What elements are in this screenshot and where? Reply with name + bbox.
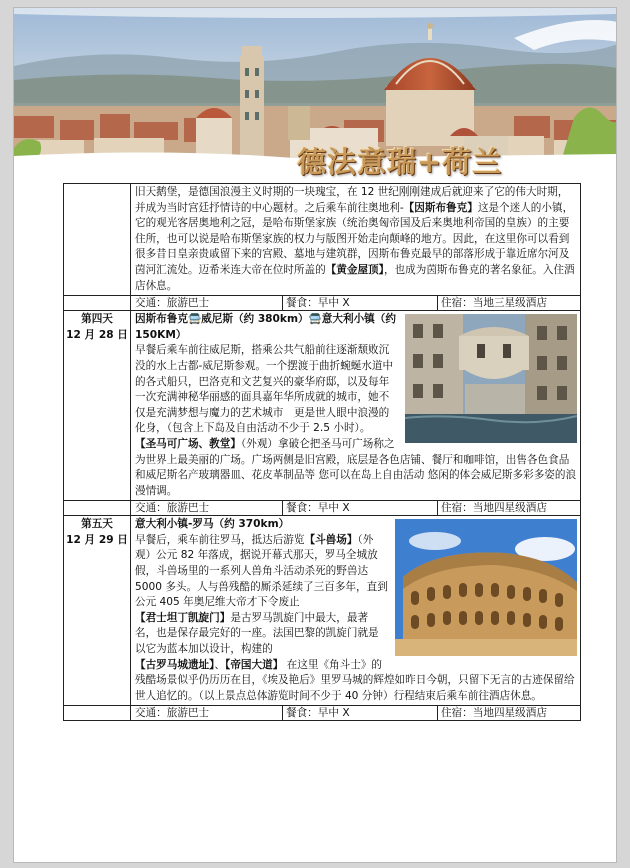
highlight-text: 【黄金屋顶】 xyxy=(325,263,384,276)
transport-info: 交通：旅游巴士 xyxy=(135,297,210,310)
hotel-info: 住宿：当地三星级酒店 xyxy=(437,296,577,310)
hotel-info: 住宿：当地四星级酒店 xyxy=(437,706,577,720)
paragraph xyxy=(135,437,577,499)
body-text: ，也成为茵斯布鲁克的著名象征。入住酒店休息。 xyxy=(135,263,575,292)
logistics-cell xyxy=(131,501,581,516)
day-cell-empty xyxy=(64,501,131,516)
paragraph xyxy=(135,185,577,294)
meals-info: 餐食：早中 X xyxy=(282,706,437,720)
highlight-text: 【帝国大道】 xyxy=(225,658,284,671)
highlight-text: 【圣马可广场、教堂】 xyxy=(135,437,241,450)
day-date: 12 月 29 日 xyxy=(66,533,128,546)
document-page xyxy=(13,7,617,863)
hotel-info: 住宿：当地四星级酒店 xyxy=(437,501,577,515)
day-label: 第五天 xyxy=(81,518,113,531)
itinerary-row xyxy=(64,184,581,296)
day-cell xyxy=(64,516,131,706)
body-text: 是古罗马凯旋门中最大，最著名，也是保存最完好的一座。法国巴黎的凯旋门就是以它为蓝本加以设计，构建的 xyxy=(135,611,379,656)
florence-banner xyxy=(14,8,617,193)
day-content xyxy=(131,516,581,706)
day-cell-empty xyxy=(64,296,131,311)
highlight-text: 【君士坦丁凯旋门】 xyxy=(135,611,231,624)
body-text: 旧天鹅堡，是德国浪漫主义时期的一块瑰宝，在 12 世纪刚刚建成后就迎来了它的伟大时期，并成为当时宫廷抒情诗的中心题材。之后乘车前往奥地利- xyxy=(135,186,569,214)
body-text: 这是个迷人的小镇，它的观光客居奥地利之冠，是哈布斯堡家族（统治奥匈帝国及后来奥地利帝国的皇族）的主要住所，也可以说是哈布斯堡家族的权力与版图开始走向颠峰的地方。因此，在这里你可以看到很多昔日皇亲贵戚留下来的宫殿、墓地与建筑群，因斯布鲁克最早的部落形成于靠近席尔河及茵河汇流处。迈希米连大帝在位时所盖的 xyxy=(135,201,574,276)
day-cell-empty xyxy=(64,706,131,721)
logistics-row xyxy=(64,501,581,516)
day-label: 第四天 xyxy=(81,313,113,326)
itinerary-row xyxy=(64,516,581,706)
body-text: 早餐后，乘车前往罗马，抵达后游览 xyxy=(135,533,305,546)
day-route-title: 因斯布鲁克🚍威尼斯（约 380km）🚍意大利小镇（约 150KM） xyxy=(135,313,396,341)
itinerary-row xyxy=(64,311,581,501)
logistics-row xyxy=(64,706,581,721)
meals-info: 餐食：早中 X xyxy=(282,501,437,515)
day-date: 12 月 28 日 xyxy=(66,328,128,341)
body-text: （外观）拿破仑把圣马可广场称之为世界上最美丽的广场。广场两侧是旧宫殿，底层是各色店铺、餐厅和咖啡馆，出售各色食品和威尼斯名产玻璃器皿、花皮革制品等 您可以在岛上自由活动 悠闲的体会威尼斯多彩多姿的浪漫情调。 xyxy=(135,437,577,497)
logistics-row xyxy=(64,296,581,311)
highlight-text: 【因斯布鲁克】 xyxy=(403,201,478,214)
logistics-cell xyxy=(131,296,581,311)
rome-colosseum-photo xyxy=(395,519,577,656)
paragraph xyxy=(135,658,577,705)
highlight-text: 【斗兽场】 xyxy=(304,533,358,546)
banner-title: 德法意瑞+荷兰 xyxy=(297,145,503,179)
transport-info: 交通：旅游巴士 xyxy=(135,502,210,515)
day-cell xyxy=(64,184,131,296)
day-content xyxy=(131,311,581,501)
day-cell xyxy=(64,311,131,501)
highlight-text: 【古罗马城遗址】 xyxy=(135,658,215,671)
itinerary-table xyxy=(63,183,581,721)
day-content xyxy=(131,184,581,296)
body-text: （外观）公元 82 年落成，据说开幕式那天，罗马全城放假，斗兽场里的一系列人兽角斗活动杀死的野兽达 5000 多头。人与兽残酷的厮杀延续了三百多年，直到公元 405 年奥尼维大帝才下令废止 xyxy=(135,533,388,609)
body-text: 在这里《角斗士》的残酷场景似乎仍历历在目，《埃及艳后》里罗马城的辉煌如昨日今朝，只留下无言的古迹保留给世人追忆的。（以上景点总体游览时间不少于 40 分钟）行程结束后乘车前往酒店休息。 xyxy=(135,658,575,702)
logistics-cell xyxy=(131,706,581,721)
venice-bridge-of-sighs-photo xyxy=(405,314,577,443)
body-text: 、 xyxy=(214,658,226,671)
transport-info: 交通：旅游巴士 xyxy=(135,707,210,720)
day-route-title: 意大利小镇-罗马（约 370km） xyxy=(135,518,290,531)
meals-info: 餐食：早中 X xyxy=(282,296,437,310)
body-text: 早餐后乘车前往威尼斯，搭乘公共气船前往逐渐颓败沉没的水上古都-威尼斯参观。一个摆渡于曲折蜿蜒水道中的各式船只，巴洛克和文艺复兴的豪华府邸，以及每年一次充满神秘华丽感的面具嘉年华所成就的城市，她不仅是充满梦想与魔力的艺术城市 更是世人眼中浪漫的化身，（包含上下岛及自由活动不少于 2.5 小时）。 xyxy=(135,344,394,435)
